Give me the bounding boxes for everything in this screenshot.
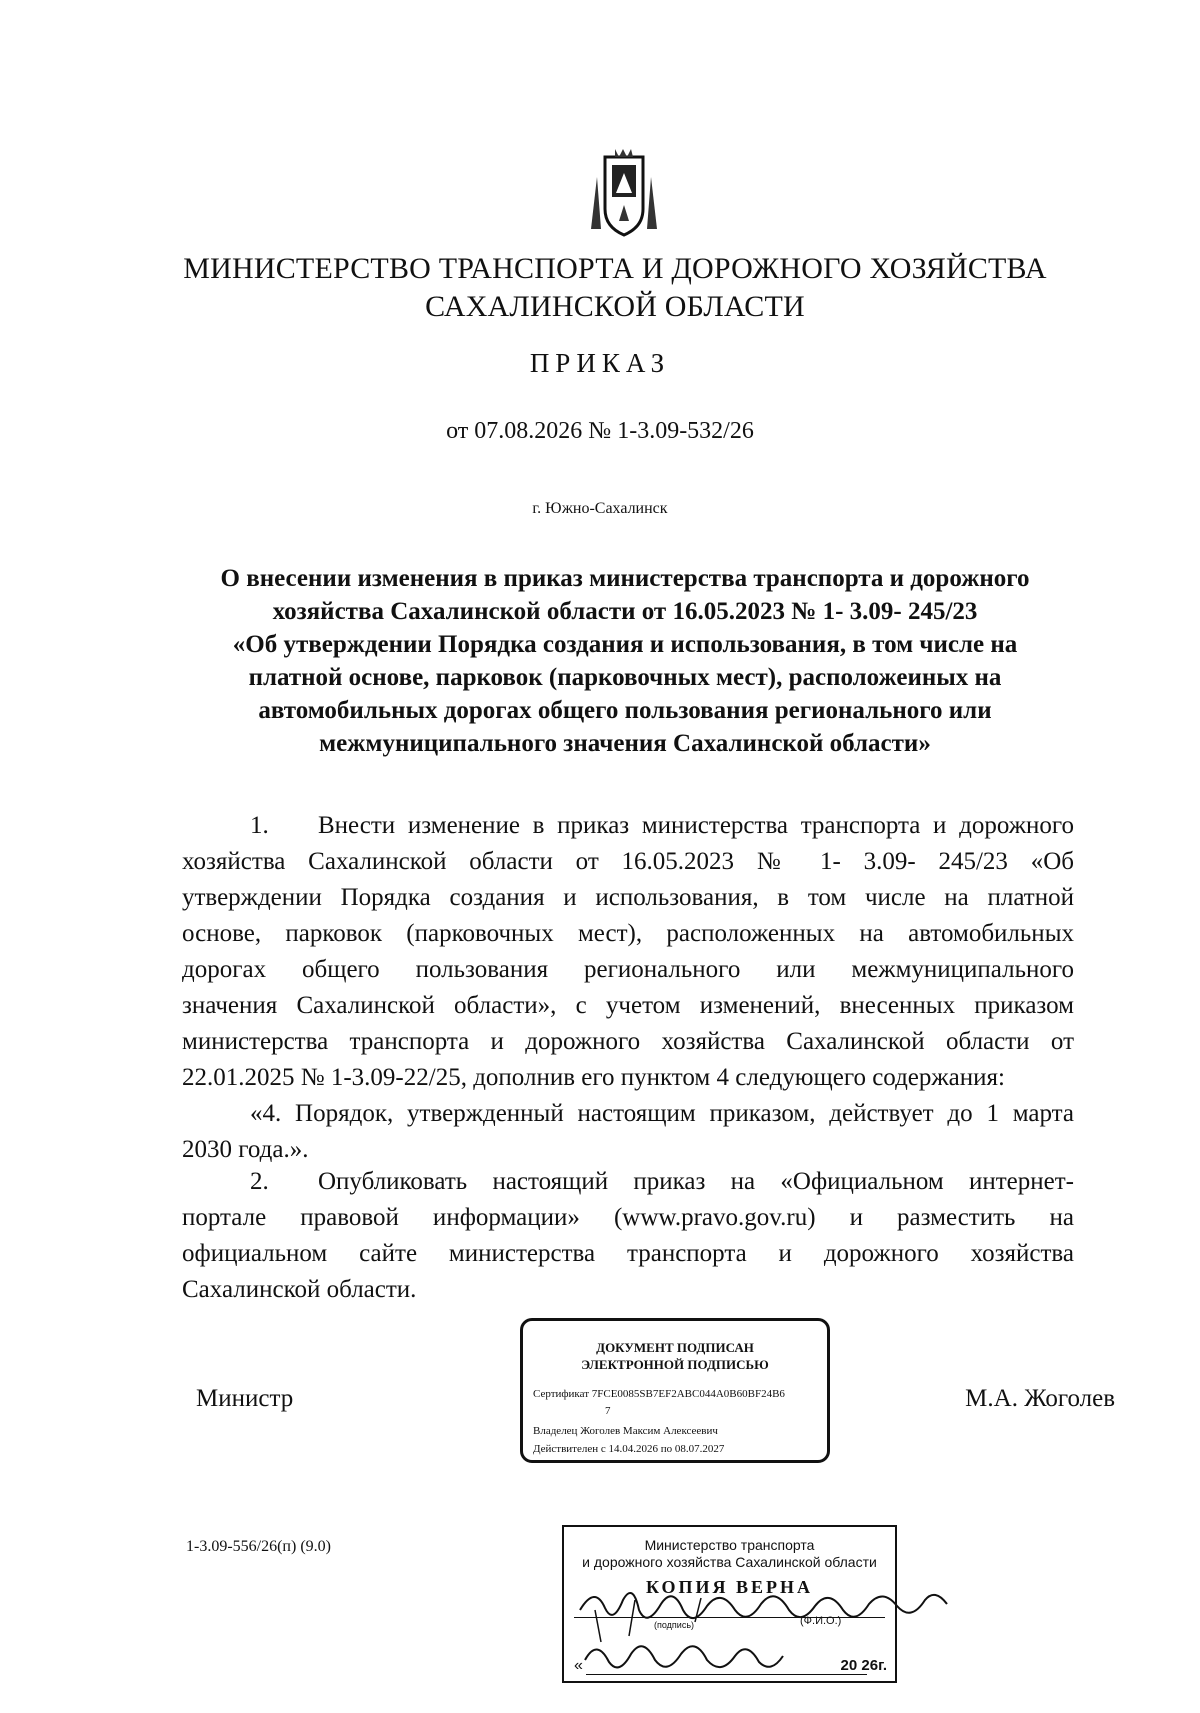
document-type: ПРИКАЗ xyxy=(529,348,671,378)
paragraph-number: 1. xyxy=(250,812,269,839)
document-city: г. Южно-Сахалинск xyxy=(532,500,668,517)
coat-of-arms-emblem xyxy=(585,147,663,241)
copy-stamp-org-line1: Министерство транспорта xyxy=(644,1537,815,1553)
esign-title-line1: ДОКУМЕНТ ПОДПИСАН xyxy=(596,1340,754,1355)
esign-cert-label: Сертификат xyxy=(533,1388,589,1400)
paragraph-line: Сахалинской области. xyxy=(182,1276,417,1303)
paragraph-line: утверждении Порядка создания и использования, в том числе на платной xyxy=(182,884,1074,911)
paragraph-line xyxy=(182,808,1074,844)
copy-stamp-date-quote: « xyxy=(574,1657,583,1674)
esign-owner xyxy=(533,1425,718,1437)
paragraph-1 xyxy=(182,808,1074,1168)
esign-title xyxy=(523,1339,827,1373)
paragraph-line: основе, парковок (парковочных мест), расположенных на автомобильных xyxy=(182,920,1074,947)
esign-owner-label: Владелец xyxy=(533,1425,578,1437)
paragraph-line-text: Опубликовать настоящий приказ на «Официальном интернет- xyxy=(318,1168,1074,1195)
heading-line: платной основе, парковок (парковочных мест), расположеиных на xyxy=(248,664,1002,691)
paragraph-line xyxy=(182,1164,1074,1200)
signer-title: Министр xyxy=(196,1385,294,1412)
paragraph-number: 2. xyxy=(250,1168,269,1195)
electronic-signature-stamp xyxy=(520,1318,830,1463)
esign-cert-value: 7FCE0085SB7EF2ABC044A0B60BF24B6 xyxy=(591,1388,785,1400)
registration-number: 1-3.09-556/26(п) (9.0) xyxy=(186,1538,331,1555)
quote-line: «4. Порядок, утвержденный настоящим приказом, действует до 1 марта xyxy=(250,1100,1074,1127)
organization-name-line2: САХАЛИНСКОЙ ОБЛАСТИ xyxy=(425,290,805,323)
document-date-number: от 07.08.2026 № 1-3.09-532/26 xyxy=(446,418,754,444)
paragraph-line: 22.01.2025 № 1-3.09-22/25, дополнив его пунктом 4 следующего содержания: xyxy=(182,1064,1005,1091)
esign-validity: Действителен с 14.04.2026 по 08.07.2027 xyxy=(533,1443,725,1455)
paragraph-line: официальном сайте министерства транспорта и дорожного хозяйства xyxy=(182,1240,1074,1267)
paragraph-line-text: Внести изменение в приказ министерства транспорта и дорожного xyxy=(318,812,1074,839)
esign-certificate xyxy=(533,1388,785,1400)
paragraph-line: значения Сахалинской области», с учетом изменений, внесенных приказом xyxy=(182,992,1074,1019)
heading-line: хозяйства Сахалинской области от 16.05.2023 № 1- 3.09- 245/23 xyxy=(272,598,978,625)
heading-line: «Об утверждении Порядка создания и использования, в том числе на xyxy=(232,631,1018,658)
handwritten-signature xyxy=(575,1570,955,1680)
copy-stamp-org xyxy=(564,1537,895,1571)
copy-stamp-caption-sign: (подпись) xyxy=(654,1620,695,1630)
heading-line: О внесении изменения в приказ министерства транспорта и дорожного xyxy=(220,565,1030,592)
copy-stamp-caption-name: (Ф.И.О.) xyxy=(800,1615,842,1627)
quote-line: 2030 года.». xyxy=(182,1136,309,1163)
organization-name xyxy=(150,250,1080,326)
copy-stamp-year: 20 26г. xyxy=(840,1657,887,1674)
paragraph-line: портале правовой информации» (www.pravo.gov.ru) и разместить на xyxy=(182,1204,1074,1231)
paragraph-line: хозяйства Сахалинской области от 16.05.2023 № 1- 3.09- 245/23 «Об xyxy=(182,848,1074,875)
signer-name: М.А. Жоголев xyxy=(965,1385,1115,1412)
heading-line: автомобильных дорогах общего пользования регионального или xyxy=(258,697,992,724)
heading-line: межмуниципального значения Сахалинской области» xyxy=(319,730,931,757)
copy-stamp-org-line2: и дорожного хозяйства Сахалинской области xyxy=(582,1554,877,1570)
organization-name-line1: МИНИСТЕРСТВО ТРАНСПОРТА И ДОРОЖНОГО ХОЗЯЙСТВА xyxy=(183,252,1047,285)
paragraph-2 xyxy=(182,1164,1074,1308)
paragraph-line: министерства транспорта и дорожного хозяйства Сахалинской области от xyxy=(182,1028,1074,1055)
document-heading xyxy=(170,562,1080,760)
esign-title-line2: ЭЛЕКТРОННОЙ ПОДПИСЬЮ xyxy=(581,1357,769,1372)
paragraph-line: дорогах общего пользования регионального или межмуниципального xyxy=(182,956,1074,983)
esign-owner-value: Жоголев Максим Алексеевич xyxy=(580,1425,718,1437)
esign-certificate-continued: 7 xyxy=(605,1405,611,1417)
copy-true-label: КОПИЯ ВЕРНА xyxy=(645,1577,814,1597)
